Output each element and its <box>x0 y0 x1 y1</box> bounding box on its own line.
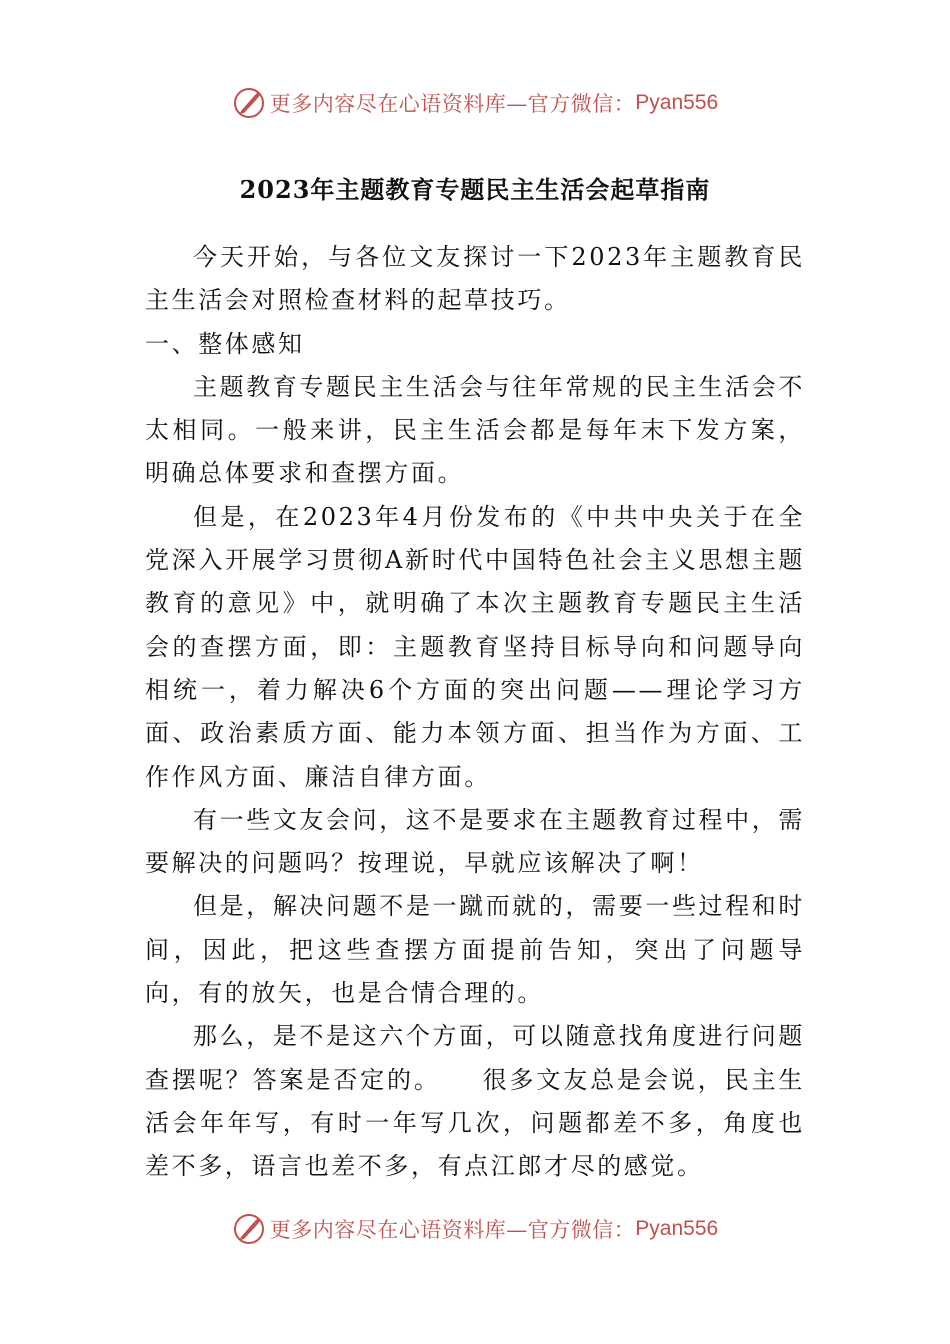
header-banner-text: 更多内容尽在心语资料库—官方微信： <box>269 92 636 116</box>
header-wechat-id: Pyan556 <box>635 91 719 114</box>
document-title: 2023年主题教育专题民主生活会起草指南 <box>239 175 711 204</box>
pen-logo-icon <box>232 86 266 120</box>
paragraph-3: 但是，在2023年4月份发布的《中共中央关于在全党深入开展学习贯彻A新时代中国特色社会主义思想主题教育的意见》中，就明确了本次主题教育专题民主生活会的查摆方面，即：主题教育坚持目标导向和问题导向相统一，着力解决6个方面的突出问题——理论学习方面、政治素质方面、能力本领方面、担当作为方面、工作作风方面、廉洁自律方面。 <box>145 502 805 791</box>
footer-banner-text: 更多内容尽在心语资料库—官方微信： <box>269 1218 636 1242</box>
header-banner <box>0 83 950 123</box>
paragraph-1: 今天开始，与各位文友探讨一下2023年主题教育民主生活会对照检查材料的起草技巧。 <box>145 243 805 315</box>
paragraph-4: 有一些文友会问，这不是要求在主题教育过程中，需要解决的问题吗？按理说，早就应该解决了啊！ <box>145 805 805 878</box>
section-heading: 一、整体感知 <box>145 329 305 358</box>
footer-wechat-id: Pyan556 <box>635 1217 719 1240</box>
paragraph-5: 但是，解决问题不是一蹴而就的，需要一些过程和时间，因此，把这些查摆方面提前告知，突出了问题导向，有的放矢，也是合情合理的。 <box>145 892 805 1008</box>
paragraph-6: 那么，是不是这六个方面，可以随意找角度进行问题查摆呢？答案是否定的。 很多文友总是会说，民主生活会年年写，有时一年写几次，问题都差不多，角度也差不多，语言也差不多，有点江郎才尽的感觉。 <box>145 1022 805 1181</box>
footer-banner <box>0 1209 950 1249</box>
document-body <box>145 236 805 1189</box>
pen-logo-icon <box>232 1212 266 1246</box>
paragraph-2: 主题教育专题民主生活会与往年常规的民主生活会不太相同。一般来讲，民主生活会都是每年末下发方案，明确总体要求和查摆方面。 <box>145 372 805 488</box>
